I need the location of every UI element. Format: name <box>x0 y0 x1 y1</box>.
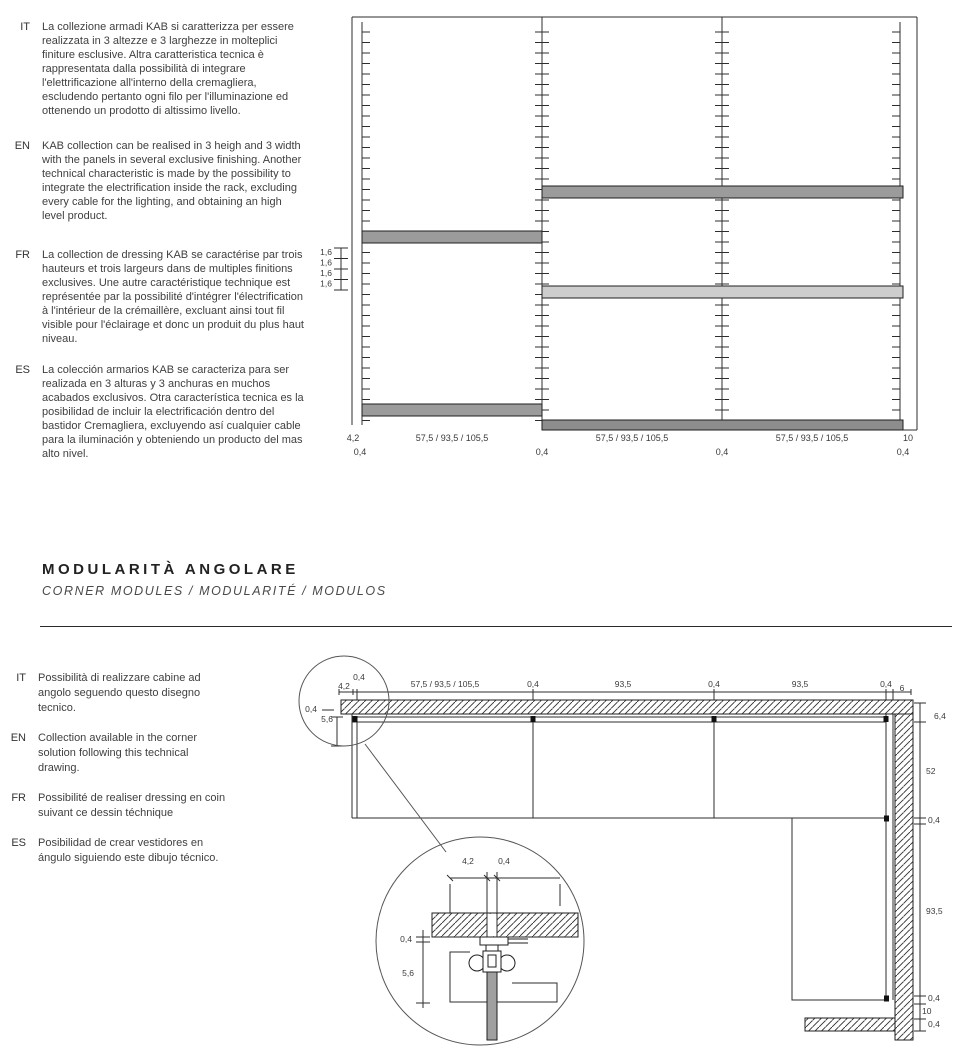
dimension-label: 57,5 / 93,5 / 105,5 <box>595 433 669 443</box>
dimension-label: 93,5 <box>791 679 809 689</box>
dimension-label: 1,6 <box>320 257 332 268</box>
dimension-label: 0,4 <box>353 447 367 457</box>
shelves <box>362 186 903 430</box>
rack-pitch-dimension <box>334 248 348 290</box>
dimension-label: 0,4 <box>928 993 940 1003</box>
wardrobe-elevation-drawing <box>0 0 968 470</box>
detail-content <box>400 856 578 1040</box>
rack-pitch-labels <box>320 247 332 289</box>
lang-label-it: IT <box>16 672 26 684</box>
detail-panel-bar <box>487 972 497 1040</box>
rack-bracket-detail <box>469 937 528 972</box>
right-dimension-line <box>914 703 926 1031</box>
width-dimensions <box>347 433 913 457</box>
dimension-label: 5,6 <box>402 968 414 978</box>
dimension-label: 6 <box>899 683 905 693</box>
dimension-label: 93,5 <box>614 679 632 689</box>
top-wall <box>341 700 913 714</box>
rack-columns <box>362 17 900 430</box>
dimension-label: 0,4 <box>928 815 940 825</box>
lang-label-it: IT <box>20 21 30 33</box>
shelf <box>362 231 542 243</box>
shelf <box>542 186 903 198</box>
dimension-label: 4,2 <box>346 433 360 443</box>
dimension-label: 10 <box>922 1006 932 1016</box>
lang-text-it: Possibilità di realizzare cabine ad angolo seguendo questo disegno tecnico. <box>38 672 201 714</box>
dimension-label: 57,5 / 93,5 / 105,5 <box>415 433 489 443</box>
lang-text-it: La collezione armadi KAB si caratterizza per essere realizzata in 3 altezze e 3 larghezze in molteplici finiture esclusive. Altra caratteristica tecnica è rappresentata dalla possibilità di integrare l'elettrificazione all'interno della cremagliera, escludendo pertanto ogni filo per l'illuminazione ed ottenendo un prodotto di altissimo livello. <box>42 21 294 117</box>
dimension-label: 0,4 <box>498 856 510 866</box>
dimension-label: 1,6 <box>320 278 332 289</box>
dimension-label: 0,4 <box>896 447 910 457</box>
dimension-label: 0,4 <box>928 1019 940 1029</box>
bottom-wall <box>805 1018 895 1031</box>
dimension-label: 0,4 <box>535 447 549 457</box>
lang-text-es: Posibilidad de crear vestidores en ángulo siguiendo este dibujo técnico. <box>38 837 219 864</box>
detail-leader-line <box>365 744 446 852</box>
shelf <box>362 404 542 416</box>
lang-text-en: KAB collection can be realised in 3 heigh and 3 width with the panels in several exclusive finishing. Another technical characteristic is made by the possibility to integrate the electrification inside the rack, excluding every cable for the lighting, and obtaining an high level product. <box>42 140 302 222</box>
lang-label-en: EN <box>14 140 30 152</box>
dimension-label: 4,2 <box>462 856 474 866</box>
section-title: MODULARITÀ ANGOLARE <box>42 561 299 578</box>
divider-rule <box>40 626 952 627</box>
right-dimension-labels <box>922 711 946 1029</box>
dimension-label: 0,4 <box>527 679 539 689</box>
detail-wall-section <box>432 913 578 937</box>
lang-text-es: La colección armarios KAB se caracteriza para ser realizada en 3 alturas y 3 anchuras en muchos acabados exclusivos. Otra característica tecnica es la posibilidad de incluir la electrificación dentro del bastidor Cremagliera, excluyendo así cualquier cable para la iluminación y obteniendo un producto del mas alto nivel. <box>42 364 304 460</box>
dimension-label: 52 <box>926 766 936 776</box>
dimension-label: 57,5 / 93,5 / 105,5 <box>775 433 849 443</box>
left-dimension-labels <box>305 704 333 724</box>
top-dimension-line <box>339 689 911 700</box>
lang-label-es: ES <box>11 837 26 849</box>
dimension-label: 0,4 <box>880 679 892 689</box>
dimension-label: 1,6 <box>320 268 332 278</box>
lang-text-en: Collection available in the corner solution following this technical drawing. <box>38 732 197 774</box>
corner-return-module <box>792 818 886 1000</box>
shelf-light <box>542 286 903 298</box>
dimension-label: 0,4 <box>353 672 365 682</box>
dimension-label: 6,4 <box>934 711 946 721</box>
dimension-label: 1,6 <box>320 247 332 257</box>
elevation-frame <box>352 17 917 430</box>
dimension-label: 5,6 <box>321 714 333 724</box>
lang-text-fr: Possibilité de realiser dressing en coin suivant ce dessin téchnique <box>38 792 226 819</box>
lang-label-fr: FR <box>15 249 30 261</box>
base-plinth <box>542 420 903 430</box>
corner-plan-drawing <box>0 645 968 1056</box>
dimension-label: 0,4 <box>305 704 317 714</box>
lang-label-fr: FR <box>11 792 26 804</box>
right-wall <box>895 714 913 1040</box>
dimension-label: 93,5 <box>926 906 943 916</box>
lang-label-es: ES <box>15 364 30 376</box>
lang-label-en: EN <box>10 732 26 744</box>
dimension-label: 0,4 <box>708 679 720 689</box>
section-subtitle: CORNER MODULES / MODULARITÉ / MODULOS <box>42 584 387 598</box>
dimension-label: 10 <box>902 433 914 443</box>
dimension-label: 57,5 / 93,5 / 105,5 <box>410 679 480 689</box>
top-dimension-labels <box>338 672 905 693</box>
lang-text-fr: La collection de dressing KAB se caractérise par trois hauteurs et trois largeurs dans de multiples finitions exclusives. Une autre caractéristique technique est représentée par la possibilité d'intégrer l'électrification à l'intérieur de la crémaillère, excluant ainsi tout fil visible pour l'éclairage et donc un produit du plus haut niveau. <box>42 249 304 345</box>
dimension-label: 0,4 <box>400 934 412 944</box>
dimension-label: 4,2 <box>338 681 350 691</box>
dimension-label: 0,4 <box>715 447 729 457</box>
cabinet-plan <box>352 714 893 1000</box>
